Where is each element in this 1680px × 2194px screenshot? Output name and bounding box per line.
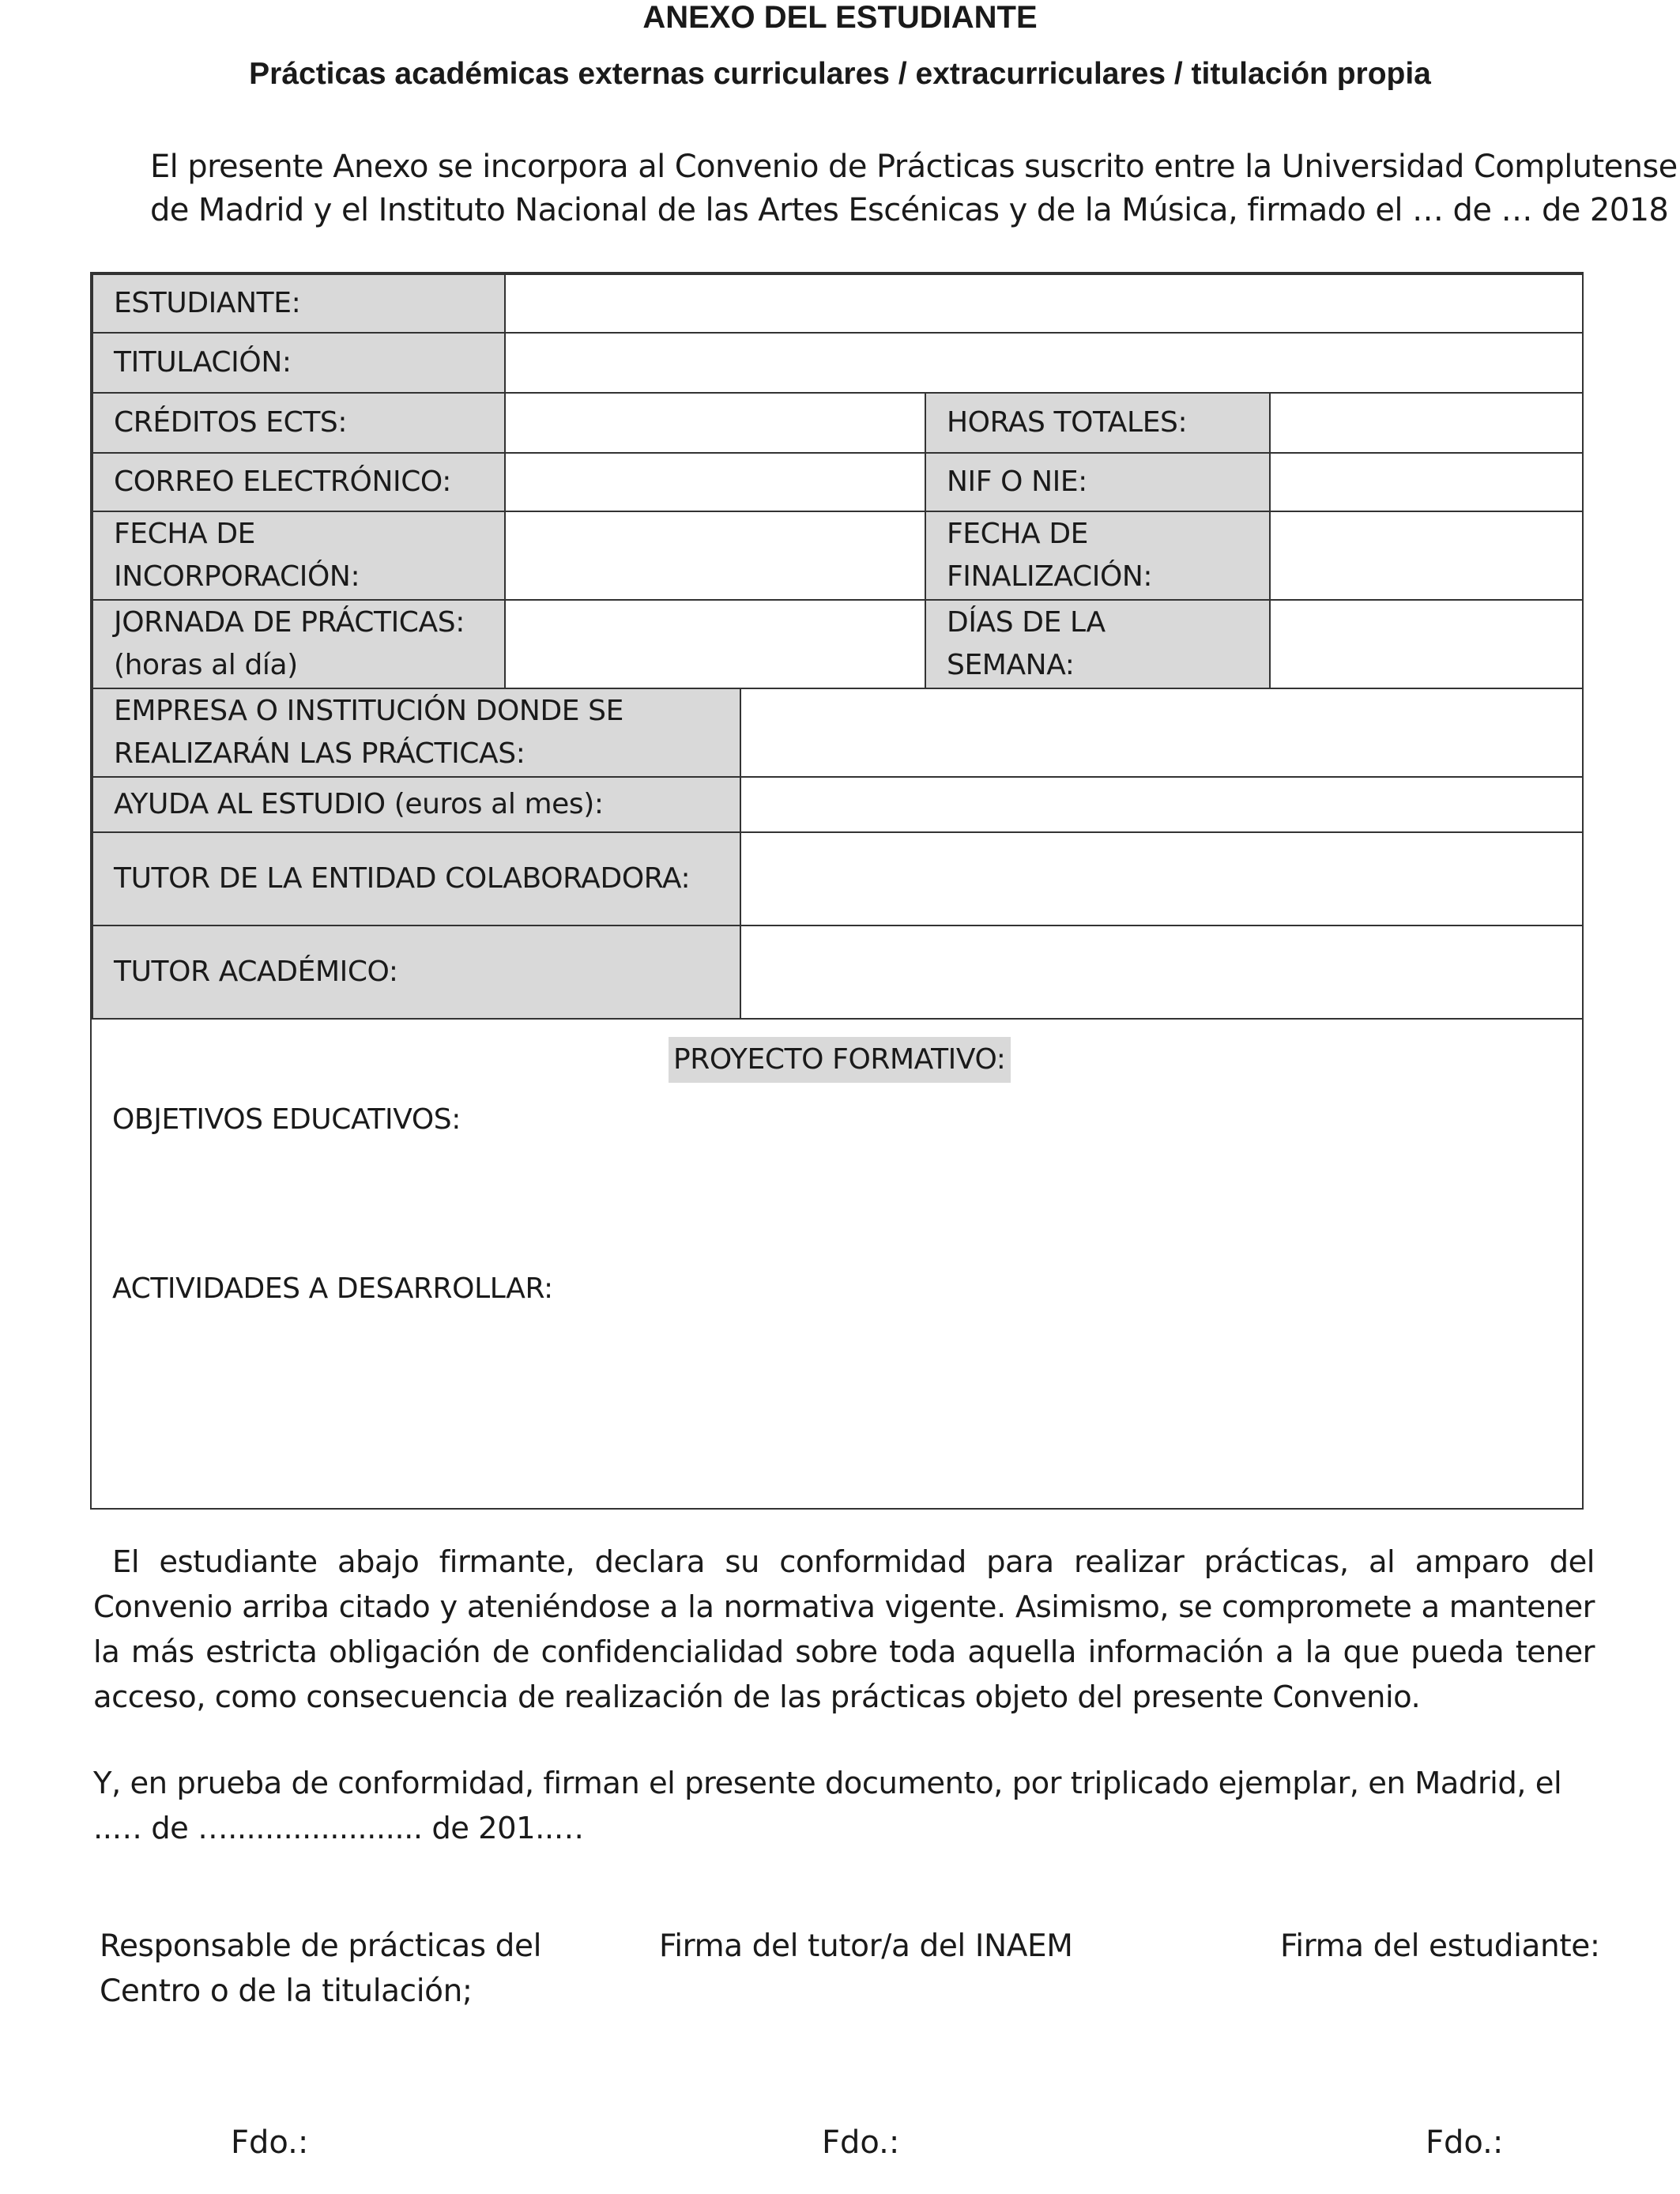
declaration-paragraph: El estudiante abajo firmante, declara su conformidad para realizar prácticas, al amparo del Convenio arriba citado y ateniéndose a la normativa vigente. Asimismo, se compromete a mantener la más estricta obligación de confidencialidad sobre toda aquella información a la que pueda tener acceso, como consecuencia de realización de las prácticas objeto del presente Convenio.: [93, 1544, 1595, 1715]
label-tutor-entidad: TUTOR DE LA ENTIDAD COLABORADORA:: [92, 831, 741, 926]
document-title: ANEXO DEL ESTUDIANTE: [642, 0, 1038, 35]
signature-tutor-inaem: Firma del tutor/a del INAEM: [659, 1928, 1073, 1964]
fdo-responsable: Fdo.:: [231, 2124, 309, 2161]
label-jornada: JORNADA DE PRÁCTICAS: (horas al día): [92, 599, 506, 689]
label-nif: NIF O NIE:: [925, 452, 1271, 512]
label-dias-semana: DÍAS DE LA SEMANA:: [925, 599, 1271, 689]
signature-estudiante: Firma del estudiante:: [1280, 1928, 1600, 1964]
field-tutor-entidad[interactable]: [740, 831, 1584, 926]
conformity-paragraph: [93, 1761, 1595, 1851]
fdo-tutor: Fdo.:: [822, 2124, 900, 2161]
field-tutor-academico[interactable]: [740, 925, 1584, 1020]
proyecto-formativo-heading: PROYECTO FORMATIVO:: [669, 1037, 1011, 1083]
field-horas-totales[interactable]: [1269, 392, 1584, 454]
conformity-line-2: ..… de …..................... de 201..…: [93, 1811, 584, 1846]
field-titulacion[interactable]: [504, 332, 1584, 394]
label-tutor-academico: TUTOR ACADÉMICO:: [92, 925, 741, 1020]
field-nif[interactable]: [1269, 452, 1584, 512]
field-ayuda-estudio[interactable]: [740, 776, 1584, 833]
label-correo: CORREO ELECTRÓNICO:: [92, 452, 506, 512]
label-creditos: CRÉDITOS ECTS:: [92, 392, 506, 454]
student-form-table: [90, 272, 1584, 1510]
field-fecha-incorporacion[interactable]: [504, 511, 926, 601]
conformity-line-1: Y, en prueba de conformidad, firman el presente documento, por triplicado ejemplar, en Madrid, el: [93, 1766, 1562, 1801]
intro-line-2: de Madrid y el Instituto Nacional de las Artes Escénicas y de la Música, firmado el … de … de 2018: [150, 192, 1669, 228]
document-subtitle: Prácticas académicas externas curriculares / extracurriculares / titulación propia: [249, 57, 1431, 91]
label-fecha-incorporacion: FECHA DE INCORPORACIÓN:: [92, 511, 506, 601]
signature-responsable: Responsable de prácticas del Centro o de la titulación;: [100, 1928, 542, 2009]
label-empresa: EMPRESA O INSTITUCIÓN DONDE SE REALIZARÁN LAS PRÁCTICAS:: [92, 688, 741, 778]
field-jornada[interactable]: [504, 599, 926, 689]
field-estudiante[interactable]: [504, 273, 1584, 334]
objetivos-educativos-label: OBJETIVOS EDUCATIVOS:: [112, 1103, 461, 1136]
field-empresa[interactable]: [740, 688, 1584, 778]
field-dias-semana[interactable]: [1269, 599, 1584, 689]
actividades-label: ACTIVIDADES A DESARROLLAR:: [112, 1272, 553, 1305]
label-fecha-finalizacion: FECHA DE FINALIZACIÓN:: [925, 511, 1271, 601]
label-titulacion: TITULACIÓN:: [92, 332, 506, 394]
field-fecha-finalizacion[interactable]: [1269, 511, 1584, 601]
intro-line-1: El presente Anexo se incorpora al Convenio de Prácticas suscrito entre la Universidad Complutense: [150, 149, 1678, 185]
field-correo[interactable]: [504, 452, 926, 512]
label-estudiante: ESTUDIANTE:: [92, 273, 506, 334]
label-horas-totales: HORAS TOTALES:: [925, 392, 1271, 454]
field-creditos[interactable]: [504, 392, 926, 454]
fdo-estudiante: Fdo.:: [1426, 2124, 1504, 2161]
label-ayuda-estudio: AYUDA AL ESTUDIO (euros al mes):: [92, 776, 741, 833]
